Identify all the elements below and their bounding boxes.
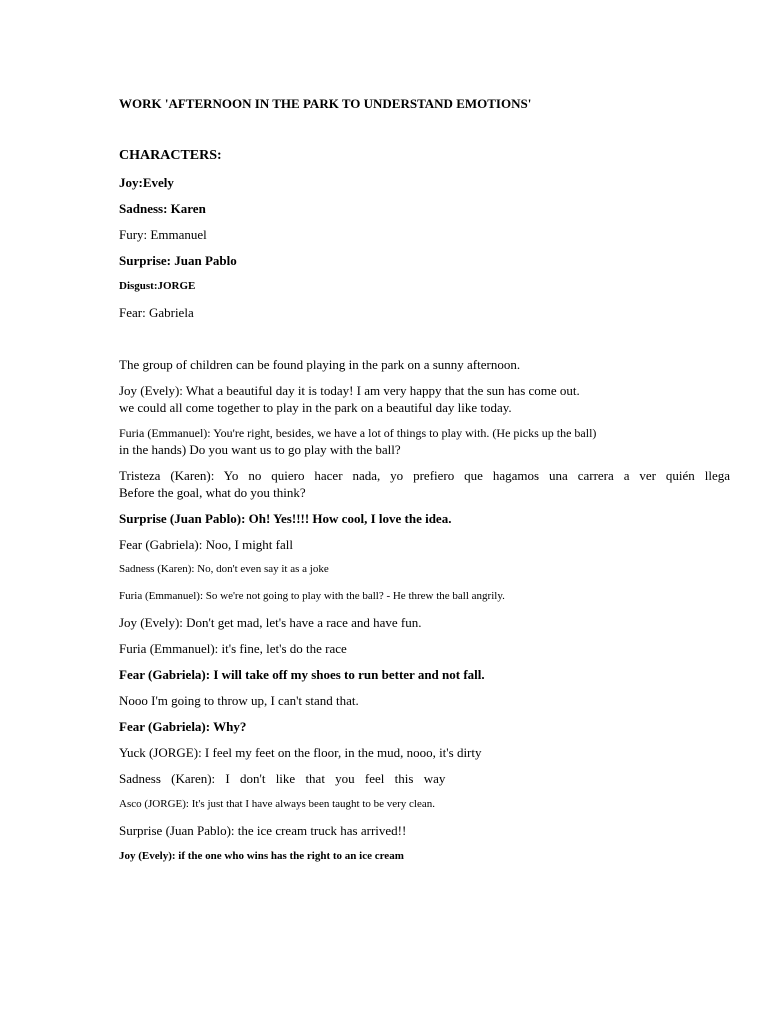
script-line: Sadness (Karen): I don't like that you feel this way — [119, 771, 446, 786]
script-line: Surprise (Juan Pablo): Oh! Yes!!!! How cool, I love the idea. — [119, 511, 452, 526]
script-line: Sadness (Karen): No, don't even say it as a joke — [119, 563, 329, 575]
character-joy: Joy:Evely — [119, 175, 174, 190]
character-surprise: Surprise: Juan Pablo — [119, 253, 237, 268]
script-line: The group of children can be found playing in the park on a sunny afternoon. — [119, 357, 521, 372]
script-line: we could all come together to play in the park on a beautiful day like today. — [119, 400, 512, 415]
document-title: WORK 'AFTERNOON IN THE PARK TO UNDERSTAND EMOTIONS' — [119, 96, 532, 111]
script-line: Fear (Gabriela): I will take off my shoes to run better and not fall. — [119, 667, 485, 682]
script-line: in the hands) Do you want us to go play with the ball? — [119, 442, 401, 457]
script-line: Furia (Emmanuel): it's fine, let's do the race — [119, 641, 347, 656]
script-line: Nooo I'm going to throw up, I can't stand that. — [119, 693, 359, 708]
script-line: Joy (Evely): Don't get mad, let's have a race and have fun. — [119, 615, 422, 630]
script-line: Surprise (Juan Pablo): the ice cream truck has arrived!! — [119, 823, 407, 838]
script-line: Fear (Gabriela): Noo, I might fall — [119, 537, 293, 552]
script-line: Asco (JORGE): It's just that I have always been taught to be very clean. — [119, 798, 436, 810]
script-line: Joy (Evely): What a beautiful day it is today! I am very happy that the sun has come out. — [119, 383, 580, 398]
script-line: Joy (Evely): if the one who wins has the right to an ice cream — [119, 850, 404, 862]
script-line: Furia (Emmanuel): So we're not going to play with the ball? - He threw the ball angrily. — [119, 590, 505, 602]
character-fury: Fury: Emmanuel — [119, 227, 207, 242]
character-fear: Fear: Gabriela — [119, 305, 194, 320]
characters-heading: CHARACTERS: — [119, 148, 222, 163]
script-line: Fear (Gabriela): Why? — [119, 719, 247, 734]
script-line: Before the goal, what do you think? — [119, 485, 306, 500]
script-line: Furia (Emmanuel): You're right, besides, we have a lot of things to play with. (He picks up the ball) — [119, 426, 597, 440]
character-sadness: Sadness: Karen — [119, 201, 206, 216]
script-line: Tristeza (Karen): Yo no quiero hacer nada, yo prefiero que hagamos una carrera a ver quién llega — [119, 468, 730, 483]
script-line: Yuck (JORGE): I feel my feet on the floor, in the mud, nooo, it's dirty — [119, 745, 482, 760]
character-disgust: Disgust:JORGE — [119, 280, 196, 292]
